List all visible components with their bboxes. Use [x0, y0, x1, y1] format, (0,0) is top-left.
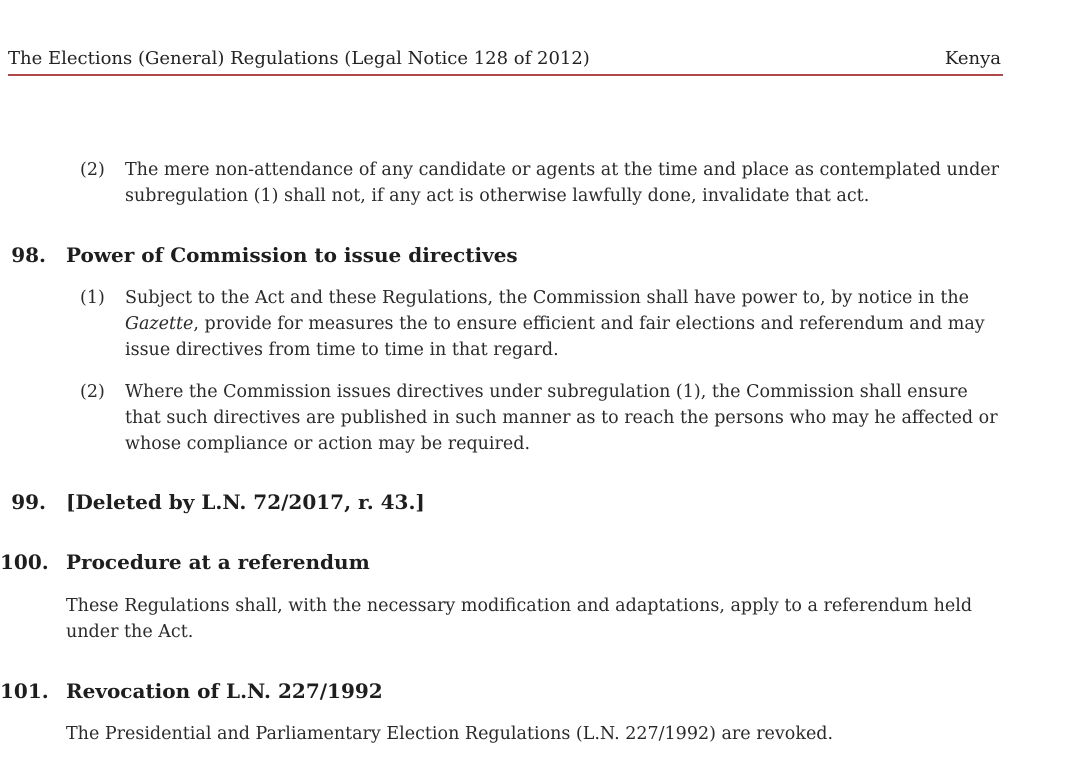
gazette-italic: Gazette [125, 314, 194, 334]
subregulation-text: The mere non-attendance of any candidate or agents at the time and place as contemplated under subregulation (1) shall not, if any act is otherwise lawfully done, invalidate that act. [125, 160, 1000, 206]
subregulation-text [125, 285, 1005, 363]
document-title: The Elections (General) Regulations (Legal Notice 128 of 2012) [8, 48, 590, 69]
subregulation-98-1 [80, 285, 1005, 363]
text-segment: , provide for measures the to ensure efficient and fair elections and referendum and may issue directives from time to time in that regard. [125, 314, 985, 360]
section-100-body: These Regulations shall, with the necessary modification and adaptations, apply to a referendum held under the Act. [66, 596, 973, 642]
section-number: 101. [0, 679, 49, 703]
section-number: 100. [0, 550, 49, 574]
section-number: 98. [11, 243, 46, 267]
section-title: [Deleted by L.N. 72/2017, r. 43.] [66, 490, 425, 514]
subregulation-number: (2) [80, 382, 105, 402]
subregulation-number: (2) [80, 160, 105, 180]
section-title: Procedure at a referendum [66, 550, 370, 574]
subregulation-98-2 [80, 379, 1005, 457]
running-header [8, 44, 1003, 76]
subregulation-97-2 [80, 157, 1005, 209]
section-title: Revocation of L.N. 227/1992 [66, 679, 383, 703]
section-number: 99. [11, 490, 46, 514]
jurisdiction-label: Kenya [944, 48, 1001, 69]
section-title: Power of Commission to issue directives [66, 243, 518, 267]
subregulation-text: Where the Commission issues directives under subregulation (1), the Commission shall ensure that such directives are published in such manner as to reach the persons who may he affected or whose compliance or action may be required. [125, 382, 998, 454]
subregulation-number: (1) [80, 288, 105, 308]
text-segment: Subject to the Act and these Regulations, the Commission shall have power to, by notice in the [125, 288, 970, 308]
section-101-body: The Presidential and Parliamentary Election Regulations (L.N. 227/1992) are revoked. [66, 724, 834, 744]
